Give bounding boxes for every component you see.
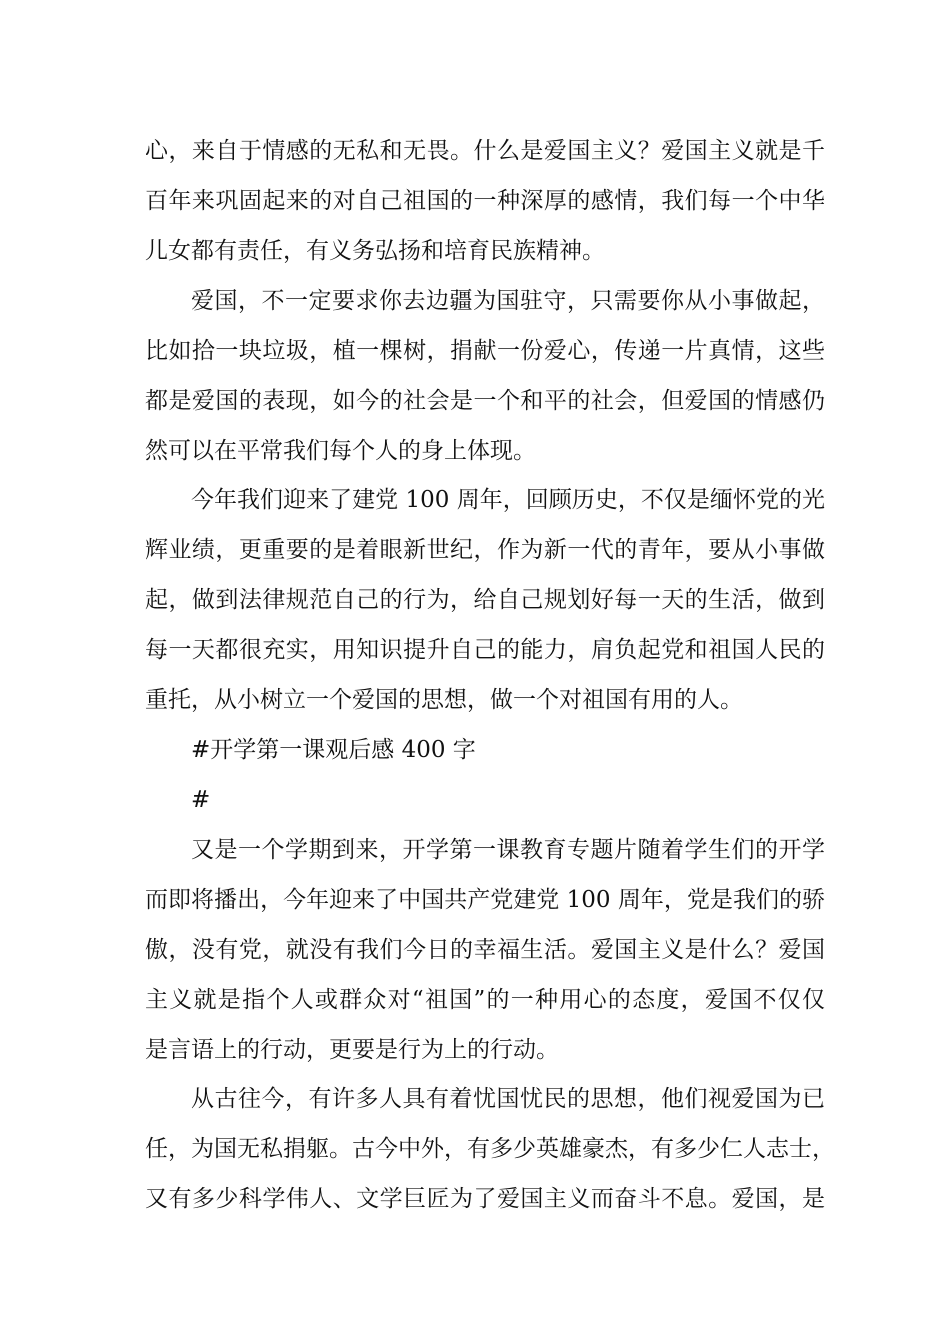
- text-line: 都是爱国的表现，如今的社会是一个和平的社会，但爱国的情感仍: [145, 388, 825, 414]
- text-line: 百年来巩固起来的对自己祖国的一种深厚的感情，我们每一个中华: [145, 188, 825, 214]
- text-line: 任，为国无私捐躯。古今中外，有多少英雄豪杰，有多少仁人志士，: [145, 1136, 835, 1162]
- text-line: 今年我们迎来了建党 100 周年，回顾历史，不仅是缅怀党的光: [191, 487, 825, 513]
- section-marker: #: [191, 787, 211, 813]
- text-line: 是言语上的行动，更要是行为上的行动。: [145, 1037, 559, 1063]
- text-line: 起，做到法律规范自己的行为，给自己规划好每一天的生活，做到: [145, 587, 825, 613]
- section-heading: #开学第一课观后感 400 字: [191, 737, 476, 763]
- text-line: 比如拾一块垃圾，植一棵树，捐献一份爱心，传递一片真情，这些: [145, 338, 825, 364]
- text-line: 辉业绩，更重要的是着眼新世纪，作为新一代的青年，要从小事做: [145, 537, 825, 563]
- text-line: 心，来自于情感的无私和无畏。什么是爱国主义？爱国主义就是千: [145, 138, 825, 164]
- text-line: 儿女都有责任，有义务弘扬和培育民族精神。: [145, 238, 605, 264]
- text-line: 主义就是指个人或群众对“祖国”的一种用心的态度，爱国不仅仅: [145, 987, 825, 1013]
- text-line: 每一天都很充实，用知识提升自己的能力，肩负起党和祖国人民的: [145, 637, 825, 663]
- text-line: 又有多少科学伟人、文学巨匠为了爱国主义而奋斗不息。爱国，是: [145, 1186, 825, 1212]
- text-line: 爱国，不一定要求你去边疆为国驻守，只需要你从小事做起，: [191, 288, 825, 314]
- text-line: 重托，从小树立一个爱国的思想，做一个对祖国有用的人。: [145, 687, 743, 713]
- text-line: 从古往今，有许多人具有着忧国忧民的思想，他们视爱国为已: [191, 1086, 825, 1112]
- text-line: 而即将播出，今年迎来了中国共产党建党 100 周年，党是我们的骄: [145, 887, 825, 913]
- text-line: 又是一个学期到来，开学第一课教育专题片随着学生们的开学: [191, 837, 825, 863]
- text-line: 傲，没有党，就没有我们今日的幸福生活。爱国主义是什么？爱国: [145, 937, 825, 963]
- text-line: 然可以在平常我们每个人的身上体现。: [145, 438, 536, 464]
